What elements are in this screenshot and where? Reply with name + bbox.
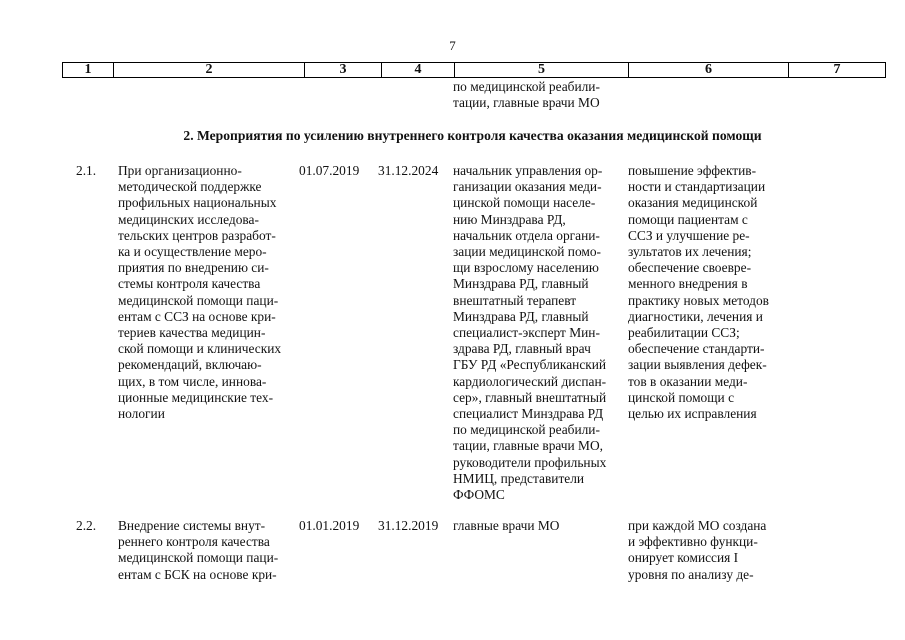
text-line: Минздрава РД, главный [453,308,589,324]
text-line: ФФОМС [453,487,505,503]
continuation-responsible [453,79,617,111]
text-line: практику новых методов [628,292,769,308]
page-number: 7 [449,38,456,53]
text-line: специалист-эксперт Мин- [453,325,600,341]
row-number: 2.1. [76,163,97,178]
text-line: диагностики, лечения и [628,308,763,324]
text-line: Минздрава РД, главный [453,276,589,292]
header-col-2: 2 [114,63,305,78]
text-line: стемы контроля качества [118,276,261,292]
result-cell [628,163,779,422]
text-line: При организационно- [118,163,242,178]
text-line: ентам с ССЗ на основе кри- [118,308,276,324]
text-line: сер», главный внештатный [453,389,607,405]
text-line: реабилитации ССЗ; [628,325,740,341]
measure-cell [118,163,290,422]
text-line: реннего контроля качества [118,534,270,550]
text-line: териев качества медицин- [118,325,266,341]
text-line: щих, в том числе, иннова- [118,373,267,389]
section-title: 2. Мероприятия по усилению внутреннего контроля качества оказания медицинской помощи [183,128,762,143]
header-col-7: 7 [789,63,886,78]
text-line: по медицинской реабили- [453,79,600,94]
text-line: ССЗ и улучшение ре- [628,227,750,243]
text-line: ка и осуществление меро- [118,244,267,260]
text-line: зации выявления дефек- [628,357,767,373]
text-line: повышение эффектив- [628,163,757,178]
text-line: онирует комиссия I [628,550,739,566]
text-line: НМИЦ, представители [453,470,585,486]
text-line: ганизации оказания меди- [453,179,602,195]
header-col-1: 1 [63,63,114,78]
end-date: 31.12.2024 [378,163,439,178]
result-cell [628,518,779,583]
text-line: обеспечение своевре- [628,260,752,276]
text-line: кардиологический диспан- [453,373,607,389]
text-line: методической поддержке [118,179,262,195]
responsible-cell [453,163,617,503]
measure-cell [118,518,290,583]
text-line: помощи пациентам с [628,211,748,227]
text-line: приятия по внедрению си- [118,260,269,276]
end-date: 31.12.2019 [378,518,439,533]
table-header [62,62,886,78]
text-line: профильных национальных [118,195,277,211]
text-line: рекомендаций, включаю- [118,357,262,373]
text-line: главные врачи МО [453,518,560,533]
row-number: 2.2. [76,518,97,533]
text-line: здрава РД, главный врач [453,341,591,357]
text-line: тельских центров разработ- [118,227,276,243]
text-line: тации, главные врачи МО [453,95,600,111]
header-col-3: 3 [305,63,382,78]
text-line: зации медицинской помо- [453,244,602,260]
text-line: медицинской помощи паци- [118,550,279,566]
text-line: начальник управления ор- [453,163,603,178]
start-date: 01.01.2019 [299,518,360,533]
text-line: и эффективно функци- [628,534,758,550]
text-line: ционные медицинские тех- [118,389,274,405]
text-line: ской помощи и клинических [118,341,282,357]
header-col-6: 6 [629,63,789,78]
text-line: ГБУ РД «Республиканский [453,357,607,373]
responsible-cell [453,518,617,534]
text-line: нию Минздрава РД, [453,211,566,227]
text-line: Внедрение системы внут- [118,518,266,533]
text-line: менного внедрения в [628,276,748,292]
text-line: обеспечение стандарти- [628,341,765,357]
text-line: руководители профильных [453,454,607,470]
text-line: начальник отдела органи- [453,227,600,243]
text-line: уровня по анализу де- [628,566,754,582]
text-line: тов в оказании меди- [628,373,748,389]
text-line: медицинских исследова- [118,211,259,227]
text-line: нологии [118,406,165,422]
text-line: при каждой МО создана [628,518,767,533]
header-col-4: 4 [382,63,455,78]
text-line: цинской помощи населе- [453,195,596,211]
text-line: по медицинской реабили- [453,422,600,438]
text-line: внештатный терапевт [453,292,577,308]
text-line: целью их исправления [628,406,757,422]
text-line: ности и стандартизации [628,179,766,195]
text-line: медицинской помощи паци- [118,292,279,308]
text-line: тации, главные врачи МО, [453,438,603,454]
text-line: специалист Минздрава РД [453,406,604,422]
text-line: ентам с БСК на основе кри- [118,566,277,582]
text-line: щи взрослому населению [453,260,599,276]
text-line: цинской помощи с [628,389,735,405]
start-date: 01.07.2019 [299,163,360,178]
text-line: оказания медицинской [628,195,758,211]
header-col-5: 5 [455,63,629,78]
text-line: зультатов их лечения; [628,244,752,260]
